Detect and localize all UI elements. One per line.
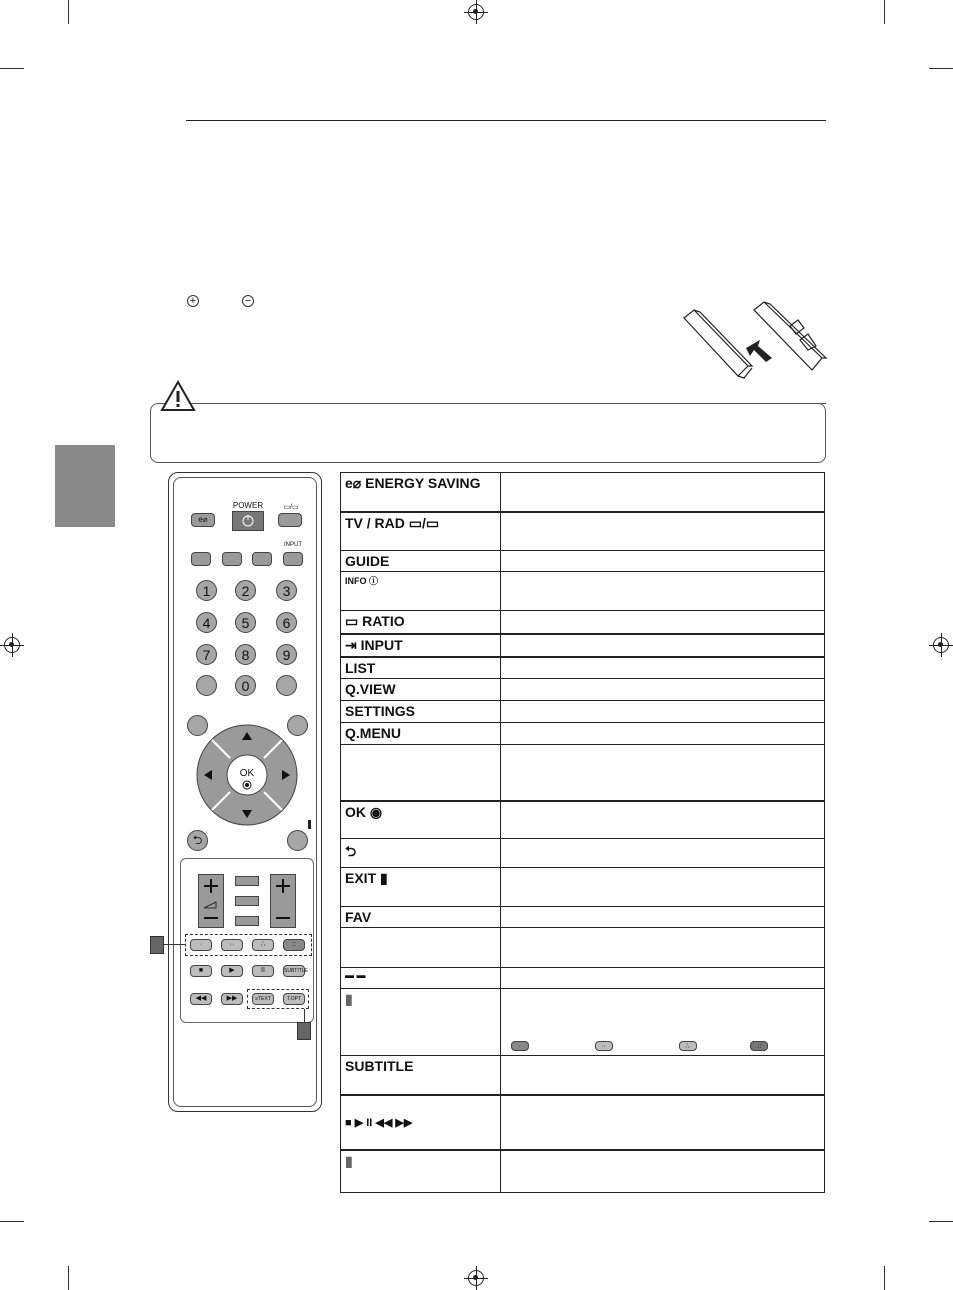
caution-box xyxy=(150,403,826,463)
table-row xyxy=(341,1150,825,1193)
desc-cell xyxy=(500,657,824,679)
table-row xyxy=(341,839,825,868)
red-key-icon: · xyxy=(511,1041,529,1051)
number-button-8[interactable]: 8 xyxy=(235,644,256,665)
desc-cell xyxy=(500,968,824,989)
input-button[interactable] xyxy=(283,552,303,566)
red-key-button[interactable]: · xyxy=(190,939,212,951)
crop-mark xyxy=(68,0,69,24)
header-rule xyxy=(186,120,826,121)
list-button[interactable] xyxy=(196,675,217,696)
desc-cell xyxy=(500,928,824,968)
desc-cell xyxy=(500,701,824,723)
desc-cell xyxy=(500,679,824,701)
key-cell: OK ◉ xyxy=(341,801,501,839)
ratio-button[interactable] xyxy=(252,552,272,566)
key-cell xyxy=(341,928,501,968)
key-cell: ▮ xyxy=(341,1150,501,1193)
number-button-4[interactable]: 4 xyxy=(196,612,217,633)
table-row xyxy=(341,989,825,1056)
table-row xyxy=(341,968,825,989)
crop-mark xyxy=(0,68,24,69)
desc-cell xyxy=(500,723,824,745)
table-row xyxy=(341,907,825,928)
channel-rocker[interactable] xyxy=(270,874,296,928)
table-row xyxy=(341,551,825,572)
desc-cell xyxy=(500,745,824,801)
pause-button[interactable]: II xyxy=(252,965,274,977)
topt-button[interactable]: T.OPT xyxy=(283,993,305,1005)
green-key-icon: ·· xyxy=(595,1041,613,1051)
guide-button[interactable] xyxy=(191,552,211,566)
section-tab xyxy=(57,445,115,527)
qview-button[interactable] xyxy=(276,675,297,696)
energy-saving-button[interactable]: e⌀ xyxy=(191,513,215,527)
number-button-9[interactable]: 9 xyxy=(276,644,297,665)
desc-cell xyxy=(500,989,824,1056)
table-row xyxy=(341,723,825,745)
desc-cell xyxy=(500,634,824,657)
desc-cell xyxy=(500,473,824,512)
subtitle-button[interactable]: SUBTITLE xyxy=(283,965,305,977)
table-row xyxy=(341,868,825,907)
crop-mark xyxy=(884,1266,885,1290)
mute-button[interactable] xyxy=(235,916,259,926)
table-row xyxy=(341,1056,825,1095)
plus-icon: + xyxy=(187,295,199,307)
key-cell: ⇥ INPUT xyxy=(341,634,501,657)
crop-mark xyxy=(929,68,953,69)
key-cell: Q.VIEW xyxy=(341,679,501,701)
exit-mark-icon xyxy=(308,820,311,829)
desc-cell xyxy=(500,512,824,551)
number-button-1[interactable]: 1 xyxy=(196,580,217,601)
registration-mark-icon xyxy=(468,1270,484,1286)
blue-key-icon: :: xyxy=(750,1041,768,1051)
minus-icon: − xyxy=(242,295,254,307)
info-button[interactable] xyxy=(222,552,242,566)
power-button[interactable] xyxy=(232,511,264,531)
fav-button[interactable] xyxy=(235,876,259,886)
fast-forward-button[interactable]: ▶▶ xyxy=(221,993,243,1005)
yellow-key-button[interactable]: ∴ xyxy=(252,939,274,951)
key-cell: SUBTITLE xyxy=(341,1056,501,1095)
caution-rule xyxy=(286,403,826,404)
key-cell: ▮ xyxy=(341,989,501,1056)
registration-mark-icon xyxy=(933,637,949,653)
key-description-table xyxy=(340,472,825,1193)
exit-button[interactable] xyxy=(287,830,308,851)
table-row xyxy=(341,512,825,551)
table-row xyxy=(341,801,825,839)
number-button-2[interactable]: 2 xyxy=(235,580,256,601)
desc-cell xyxy=(500,801,824,839)
key-cell: LIST xyxy=(341,657,501,679)
yellow-key-icon: ∴ xyxy=(679,1041,697,1051)
table-row xyxy=(341,679,825,701)
callout-leader xyxy=(304,1009,305,1022)
desc-cell xyxy=(500,839,824,868)
table-row xyxy=(341,701,825,723)
crop-mark xyxy=(68,1266,69,1290)
key-cell: Q.MENU xyxy=(341,723,501,745)
table-row xyxy=(341,1095,825,1150)
key-cell: SETTINGS xyxy=(341,701,501,723)
crop-mark xyxy=(884,0,885,24)
key-cell: e⌀ ENERGY SAVING xyxy=(341,473,501,512)
callout-marker xyxy=(150,936,164,954)
tv-rad-label: ▭/▭ xyxy=(283,504,299,511)
key-cell xyxy=(341,745,501,801)
key-cell: ⮌ xyxy=(341,839,501,868)
table-row xyxy=(341,745,825,801)
green-key-button[interactable]: ·· xyxy=(221,939,243,951)
desc-cell xyxy=(500,1056,824,1095)
number-button-6[interactable]: 6 xyxy=(276,612,297,633)
number-button-7[interactable]: 7 xyxy=(196,644,217,665)
number-button-0[interactable]: 0 xyxy=(235,675,256,696)
table-row xyxy=(341,572,825,611)
key-cell: FAV xyxy=(341,907,501,928)
desc-cell xyxy=(500,868,824,907)
tv-rad-button[interactable] xyxy=(278,513,302,527)
registration-mark-icon xyxy=(468,4,484,20)
callout-marker xyxy=(297,1022,311,1040)
number-button-3[interactable]: 3 xyxy=(276,580,297,601)
text-button[interactable]: ≡TEXT xyxy=(252,993,274,1005)
desc-cell xyxy=(500,611,824,634)
desc-cell xyxy=(500,572,824,611)
power-icon xyxy=(233,512,263,530)
key-cell: ▬ ▬ xyxy=(341,968,501,989)
desc-cell xyxy=(500,1095,824,1150)
table-row xyxy=(341,657,825,679)
table-row xyxy=(341,928,825,968)
warning-icon xyxy=(160,380,196,412)
play-button[interactable]: ▶ xyxy=(221,965,243,977)
desc-cell xyxy=(500,907,824,928)
number-button-5[interactable]: 5 xyxy=(235,612,256,633)
back-button[interactable]: ⮌ xyxy=(187,830,208,851)
key-cell: EXIT ▮ xyxy=(341,868,501,907)
desc-cell xyxy=(500,1150,824,1193)
power-label: POWER xyxy=(232,501,264,510)
stop-button[interactable]: ■ xyxy=(190,965,212,977)
crop-mark xyxy=(0,1221,24,1222)
key-cell: GUIDE xyxy=(341,551,501,572)
table-row xyxy=(341,611,825,634)
crop-mark xyxy=(929,1221,953,1222)
registration-mark-icon xyxy=(4,637,20,653)
callout-leader xyxy=(164,944,185,945)
ok-button[interactable]: OK xyxy=(239,768,255,779)
desc-cell xyxy=(500,551,824,572)
key-cell: ▭ RATIO xyxy=(341,611,501,634)
3d-button[interactable] xyxy=(235,896,259,906)
table-row xyxy=(341,634,825,657)
blue-key-button[interactable]: :: xyxy=(283,939,305,951)
table-row xyxy=(341,473,825,512)
volume-rocker[interactable] xyxy=(198,874,224,928)
key-cell: TV / RAD ▭/▭ xyxy=(341,512,501,551)
battery-cover-illustration xyxy=(680,300,830,380)
rewind-button[interactable]: ◀◀ xyxy=(190,993,212,1005)
key-cell: INFO ⓘ xyxy=(341,572,501,611)
key-cell: ■ ▶ II ◀◀ ▶▶ xyxy=(341,1095,501,1150)
input-label: INPUT xyxy=(284,542,302,548)
